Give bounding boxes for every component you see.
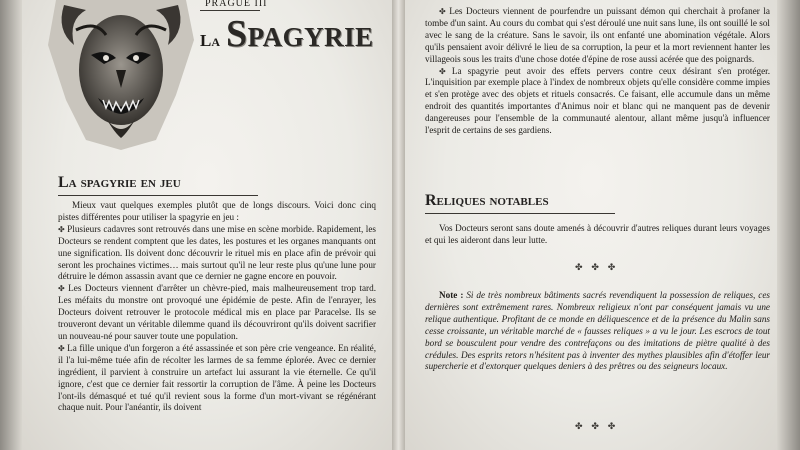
note-box (425, 290, 770, 373)
title-main: Spagyrie (226, 13, 374, 55)
relics-intro-text: Vos Docteurs seront sans doute amenés à découvrir d'autres reliques durant leurs voyages et qui les aideront dans leur lutte. (425, 223, 770, 245)
bullet-icon: ✤ (58, 284, 65, 294)
title-prefix: La (200, 31, 221, 50)
chapter-label: PRAGUE III (205, 0, 268, 9)
left-page (22, 0, 392, 450)
demon-head-illustration (46, 0, 196, 150)
heading-underline (58, 195, 258, 196)
heading-underline (425, 213, 615, 214)
paragraph: ✤ La fille unique d'un forgeron a été assassinée et son père crie vengeance. En réalité, il l'a lui-même tuée afin de récolter les larmes de sa femme éplorée. Avec ce dernier ingrédient, il parvient à construire un artefact lui assurant la vie éternelle. Ce qu'il ignore, c'est que ce dernier fait ressortir la corruption de l'âme. À peine les Docteurs l'ont-ils démasqué et tué qu'il revient sous la forme d'un mort-vivant se régénérant chaque nuit. Pour l'anéantir, ils doivent (58, 342, 376, 413)
paragraph: ✤ Les Docteurs viennent d'arrêter un chèvre-pied, mais malheureusement trop tard. Les méfaits du monstre ont provoqué une épidémie de peste. Afin de l'enrayer, les Docteurs doivent retrouver le protocole médical mis en place par Paracelse. Ils se trouveront devant un véritable dilemme quand ils découvriront qu'ils doivent sacrifier un nouveau-né pour sauver toute une population. (58, 283, 377, 341)
section-heading-spagyrie-en-jeu: La spagyrie en jeu (58, 174, 181, 191)
bullet-icon: ✤ (58, 343, 65, 353)
paragraph: ✤ Plusieurs cadavres sont retrouvés dans une mise en scène morbide. Rapidement, les Docteurs se rendent comptent que les dates, les postures et les organes manquants ont une signification. Ils doivent donc découvrir le rituel mis en place afin de prévoir qui seront les prochaines victimes… mais surtout qu'il ne leur reste plus qu'une lune pour détruire le démon assassin avant que ce dernier ne gagne encore en pouvoir. (58, 223, 376, 282)
ornament-divider: ✤ ✤ ✤ (575, 263, 619, 273)
ornament-divider-bottom: ✤ ✤ ✤ (575, 422, 619, 432)
right-body-text (425, 6, 770, 137)
book-gutter (392, 0, 405, 450)
section-heading-reliques-notables: Reliques notables (425, 192, 549, 209)
note-label: Note : (439, 290, 464, 300)
note-text: Si de très nombreux bâtiments sacrés revendiquent la possession de reliques, ces dernières sont extrêmement rares. Nombreux religieux n'ont par conséquent jamais vu une relique authentique. Profitant de ce monde en déliquescence et de la présence du Malin sans cesse croissante, un véritable marché de « fausses reliques » a vu le jour. Les escrocs de tout bord se bousculent pour vendre des contrefaçons ou des imitations de piètre qualité à des crédules. Des esprits retors n'hésitent pas à inventer des mythes plausibles afin d'étoffer leur supercherie et d'extorquer quelques deniers à des prêtres ou des seigneurs locaux. (425, 290, 770, 372)
intro-paragraph: Mieux vaut quelques exemples plutôt que de longs discours. Voici donc cinq pistes différentes pour utiliser la spagyrie en jeu : (58, 200, 376, 222)
paragraph: ✤ Les Docteurs viennent de pourfendre un puissant démon qui cherchait à profaner la tombe d'un saint. Au cours du combat qui s'est déroulé une nuit sans lune, ils ont souillé le sol avec le sang de la créature. Sans le savoir, ils ont enfanté une abomination végétale. Alors qu'ils pensaient avoir délivré le lieu de sa corruption, la peur et la mort reviennent hanter les villageois sous les traits d'une chose dotée d'épine de rose aussi acérée que des poignards. (425, 6, 771, 64)
left-body-text (58, 200, 376, 414)
right-page (405, 0, 777, 450)
page-title (200, 12, 374, 56)
bullet-icon: ✤ (58, 224, 65, 234)
bullet-icon: ✤ (439, 7, 446, 16)
chapter-rule (200, 10, 260, 11)
bullet-icon: ✤ (439, 66, 446, 76)
left-book-edge (0, 0, 22, 450)
paragraph: ✤ La spagyrie peut avoir des effets pervers contre ceux désirant s'en protéger. L'inquisition par exemple place à l'index de nombreux objets qu'elle considère comme impies et s'en protège avec des objets et rituels consacrés. Ce faisant, elle accumule dans un même endroit des quantités importantes d'Animus noir et blanc qui ne manquent pas de devenir dangereuses pour l'ensemble de la communauté alentour, allant même jusqu'à influencer l'esprit de certains de ses gardiens. (425, 65, 771, 136)
right-book-edge (777, 0, 800, 450)
